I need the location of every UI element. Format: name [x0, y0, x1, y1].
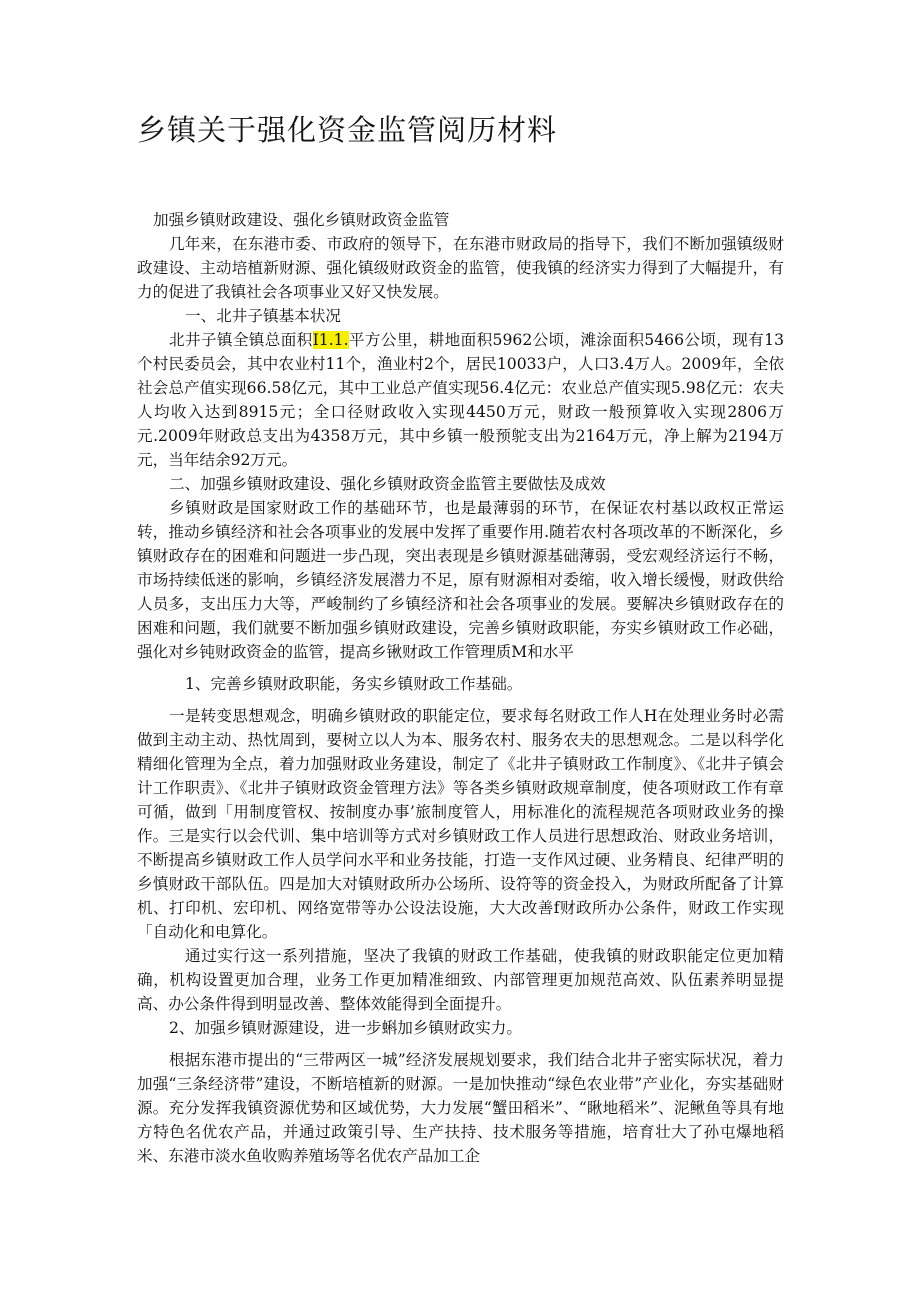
highlighted-area-value: I1.1.	[312, 331, 349, 349]
section1-text-after: 平方公里，耕地面积5962公顷，滩涂面积5466公顷，现有13个村民委员会，其中农业村11个，渔业村2个，居民10033户，人口3.4万人。2009年，全依社会总产值实现66.58亿元，其中工业总产值实现56.4亿元：农业总产值实现5.98亿元：农夫人均收入达到8915元；全口径财政收入实现4450万元，财政一般预算收入实现2806万元.2009年财政总支出为4358万元，其中乡镇一般预鸵支出为2164万元，净上解为2194万元，当年结余92万元。	[137, 331, 784, 469]
point1-result-paragraph: 通过实行这一系列措施，坚决了我镇的财政工作基础，使我镇的财政职能定位更加精确，机构设置更加合理，业务工作更加精准细致、内部管理更加规范高效、队伍素养明显提高、办公条件得到明显改善、整体效能得到全面提升。	[137, 947, 784, 1013]
point2-paragraph: 根据东港市提出的“三带两区一城”经济发展规划要求，我们结合北井子密实际状况，着力加强“三条经济带”建设，不断培植新的财源。一是加快推动“绿色农业带”产业化，夯实基础财源。充分发挥我镇资源优势和区域优势，大力发展“蟹田稻米”、“瞅地稻米”、泥鳅鱼等具有地方特色名优农产品，并通过政策引导、生产扶持、技术服务等措施，培育壮大了孙屯爆地稻米、东港市淡水鱼收购养殖场等名优农产品加工企	[137, 1051, 784, 1165]
document-title: 乡镇关于强化资金监管阅历材料	[137, 113, 558, 147]
intro-paragraph: 几年来，在东港市委、市政府的领导下，在东港市财政局的指导下，我们不断加强镇级财政建设、主动培植新财源、强化镇级财政资金的监管，使我镇的经济实力得到了大幅提升，有力的促进了我镇社会各项事业又好又快发展。	[137, 235, 784, 301]
document-body	[137, 208, 784, 1168]
document-subtitle: 加强乡镇财政建设、强化乡镇财政资金监管	[153, 211, 450, 229]
section2-paragraph: 乡镇财政是国家财政工作的基础环节，也是最薄弱的环节，在保证农村基以政权正常运转，推动乡镇经济和社会各项事业的发展中发挥了重要作用.随若农村各项改革的不断深化，乡镇财政存在的困难和问题进一步凸现，突出表现是乡镇财源基础薄弱，受宏观经济运行不畅，市场持续低迷的影响，乡镇经济发展潜力不足，原有财源相对委缩，收入增长缓慢，财政供给人员多，支出压力大等，严峻制约了乡镇经济和社会各项事业的发展。要解决乡镇财政存在的困难和问题，我们就要不断加强乡镇财政建设，完善乡镇财政职能，夯实乡镇财政工作必础，强化对乡钝财政资金的监管，提高乡锹财政工作管理质M和水平	[137, 499, 784, 661]
section1-text-before: 北井子镇全镇总面积	[169, 331, 313, 349]
section2-heading: 二、加强乡镇财政建设、强化乡镇财政资金监管主要做怯及成效	[169, 475, 606, 493]
point1-paragraph: 一是转变思想观念，明确乡镇财政的职能定位，要求每名财政工作人H在处理业务时必需做到主动主动、热忱周到，要树立以人为本、服务农村、服务农夫的思想观念。二是以科学化精细化管理为全点，着力加强财政业务建设，制定了《北井子镇财政工作制度》、《北井子镇会计工作职责》、《北井子镇财政资金管理方法》等各类乡镇财政规章制度，使各项财政工作有章可循，做到「用制度管权、按制度办事’旅制度管人，用标准化的流程规范各项财政业务的操作。三是实行以会代训、集中培训等方式对乡镇财政工作人员进行思想政治、财政业务培训，不断提高乡镇财政工作人员学问水平和业务技能，打造一支作风过硬、业务精良、纪律严明的乡慎财政干部队伍。四是加大对镇财政所办公场所、设符等的资金投入，为财政所配备了计算机、打印机、宏印机、网络宽带等办公设法设施，大大改善f财政所办公条件，财政工作实现「自动化和电算化。	[137, 707, 784, 941]
section1-paragraph	[137, 328, 784, 472]
section1-heading: 一、北井子镇基本状况	[185, 307, 341, 325]
point2-heading: 2、加强乡镇财源建设，进一步蝌加乡镇财政实力。	[169, 1019, 522, 1037]
point1-heading: 1、完善乡镇财政职能，务实乡镇财政工作基础。	[185, 675, 523, 693]
